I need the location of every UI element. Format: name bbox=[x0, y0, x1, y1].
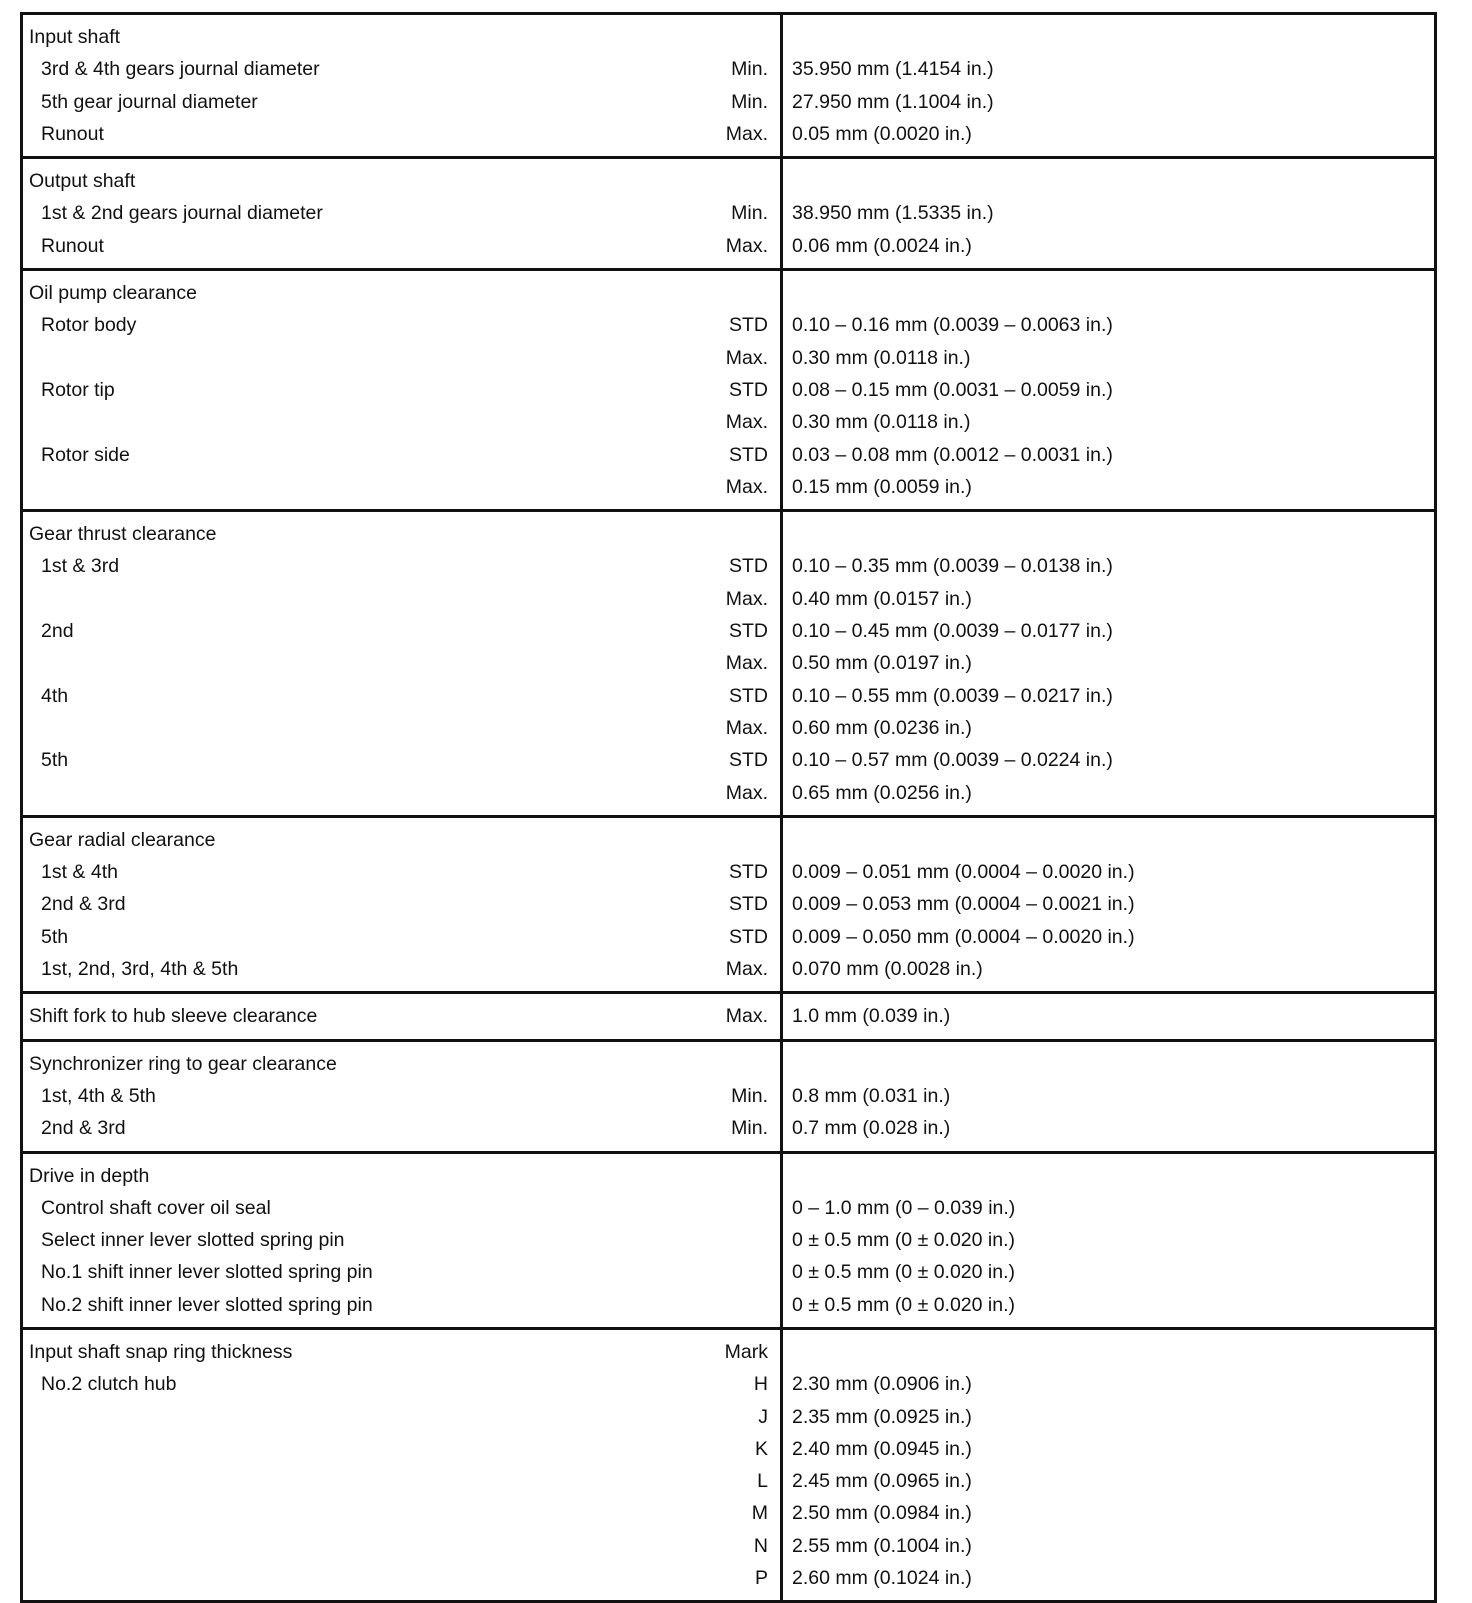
spec-value bbox=[782, 270, 1436, 310]
spec-condition: N bbox=[753, 1534, 768, 1557]
table-row bbox=[22, 471, 1436, 511]
spec-condition: Max. bbox=[725, 958, 768, 981]
spec-item-name: Control shaft cover oil seal bbox=[41, 1196, 271, 1219]
spec-item-name: 3rd & 4th gears journal diameter bbox=[41, 58, 320, 81]
spec-section bbox=[22, 511, 1436, 817]
spec-section bbox=[22, 270, 1436, 511]
spec-condition: STD bbox=[729, 749, 768, 772]
table-row bbox=[22, 583, 1436, 615]
spec-condition: Max. bbox=[725, 716, 768, 739]
table-row bbox=[22, 230, 1436, 270]
spec-item-name: Rotor tip bbox=[41, 378, 115, 401]
spec-item-name bbox=[22, 1562, 642, 1602]
spec-condition bbox=[642, 14, 782, 54]
spec-value bbox=[782, 158, 1436, 198]
spec-item-name bbox=[22, 342, 642, 374]
spec-condition bbox=[642, 270, 782, 310]
spec-condition bbox=[642, 158, 782, 198]
spec-item-name: 1st, 4th & 5th bbox=[41, 1084, 156, 1107]
table-row bbox=[22, 1112, 1436, 1152]
spec-section bbox=[22, 993, 1436, 1040]
spec-item-name: No.1 shift inner lever slotted spring pin bbox=[41, 1261, 373, 1284]
spec-value: 35.950 mm (1.4154 in.) bbox=[782, 53, 1436, 85]
spec-item-name bbox=[22, 647, 642, 679]
spec-value: 0.009 – 0.053 mm (0.0004 – 0.0021 in.) bbox=[782, 888, 1436, 920]
spec-item-name bbox=[22, 1497, 642, 1529]
table-row bbox=[22, 374, 1436, 406]
table-row bbox=[22, 744, 1436, 776]
spec-item-name: Select inner lever slotted spring pin bbox=[41, 1229, 345, 1252]
table-row bbox=[22, 712, 1436, 744]
spec-value: 0.60 mm (0.0236 in.) bbox=[782, 712, 1436, 744]
spec-condition bbox=[642, 1152, 782, 1192]
table-row bbox=[22, 439, 1436, 471]
spec-item-name: Output shaft bbox=[22, 158, 642, 198]
spec-item-name bbox=[22, 1401, 642, 1433]
spec-section bbox=[22, 1328, 1436, 1601]
spec-value: 27.950 mm (1.1004 in.) bbox=[782, 86, 1436, 118]
table-row bbox=[22, 1192, 1436, 1224]
spec-item-name bbox=[22, 471, 642, 511]
spec-section bbox=[22, 816, 1436, 992]
spec-condition: Min. bbox=[731, 1084, 768, 1107]
spec-item-name: 5th bbox=[41, 925, 69, 948]
spec-condition: Min. bbox=[731, 202, 768, 225]
table-row bbox=[22, 953, 1436, 993]
spec-value: 0.070 mm (0.0028 in.) bbox=[782, 953, 1436, 993]
spec-value bbox=[782, 14, 1436, 54]
table-row bbox=[22, 270, 1436, 310]
spec-value: 0.50 mm (0.0197 in.) bbox=[782, 647, 1436, 679]
spec-item-name: 1st & 3rd bbox=[41, 555, 120, 578]
table-row bbox=[22, 1256, 1436, 1288]
spec-item-name: Oil pump clearance bbox=[22, 270, 642, 310]
spec-item-name: 2nd & 3rd bbox=[41, 1117, 126, 1140]
spec-value: 0.30 mm (0.0118 in.) bbox=[782, 342, 1436, 374]
spec-value: 0.009 – 0.051 mm (0.0004 – 0.0020 in.) bbox=[782, 856, 1436, 888]
table-row bbox=[22, 1152, 1436, 1192]
spec-condition bbox=[642, 1224, 782, 1256]
spec-condition: K bbox=[754, 1437, 768, 1460]
spec-item-name: Gear thrust clearance bbox=[22, 511, 642, 551]
spec-value bbox=[782, 816, 1436, 856]
spec-condition: L bbox=[757, 1470, 768, 1493]
spec-value: 0.10 – 0.16 mm (0.0039 – 0.0063 in.) bbox=[782, 309, 1436, 341]
spec-value bbox=[782, 1328, 1436, 1368]
spec-condition: Max. bbox=[725, 122, 768, 145]
table-row bbox=[22, 680, 1436, 712]
spec-item-name: No.2 clutch hub bbox=[41, 1373, 177, 1396]
spec-condition: Max. bbox=[642, 993, 782, 1040]
table-row bbox=[22, 647, 1436, 679]
spec-condition bbox=[642, 1192, 782, 1224]
spec-item-name: 5th gear journal diameter bbox=[41, 90, 258, 113]
spec-section bbox=[22, 1152, 1436, 1328]
spec-value bbox=[782, 511, 1436, 551]
table-row bbox=[22, 993, 1436, 1040]
table-row bbox=[22, 53, 1436, 85]
spec-condition: STD bbox=[729, 314, 768, 337]
table-row bbox=[22, 1401, 1436, 1433]
spec-item-name bbox=[22, 1530, 642, 1562]
spec-condition: Max. bbox=[725, 234, 768, 257]
table-row bbox=[22, 1497, 1436, 1529]
spec-condition: Max. bbox=[725, 587, 768, 610]
spec-condition: Max. bbox=[725, 475, 768, 498]
spec-condition bbox=[642, 1289, 782, 1329]
spec-condition bbox=[642, 816, 782, 856]
spec-condition bbox=[642, 1040, 782, 1080]
table-row bbox=[22, 615, 1436, 647]
spec-item-name: 1st & 2nd gears journal diameter bbox=[41, 202, 323, 225]
table-row bbox=[22, 1224, 1436, 1256]
table-row bbox=[22, 86, 1436, 118]
spec-section bbox=[22, 1040, 1436, 1152]
spec-value: 0.08 – 0.15 mm (0.0031 – 0.0059 in.) bbox=[782, 374, 1436, 406]
spec-value bbox=[782, 1152, 1436, 1192]
spec-value: 0.15 mm (0.0059 in.) bbox=[782, 471, 1436, 511]
spec-item-name: Rotor side bbox=[41, 443, 130, 466]
spec-item-name: Shift fork to hub sleeve clearance bbox=[22, 993, 642, 1040]
spec-value: 0.65 mm (0.0256 in.) bbox=[782, 777, 1436, 817]
spec-condition: STD bbox=[729, 925, 768, 948]
spec-value: 38.950 mm (1.5335 in.) bbox=[782, 197, 1436, 229]
spec-item-name bbox=[22, 777, 642, 817]
table-row bbox=[22, 888, 1436, 920]
table-row bbox=[22, 406, 1436, 438]
spec-value: 2.30 mm (0.0906 in.) bbox=[782, 1368, 1436, 1400]
spec-item-name bbox=[22, 1465, 642, 1497]
table-row bbox=[22, 158, 1436, 198]
table-row bbox=[22, 1368, 1436, 1400]
spec-item-name: 1st & 4th bbox=[41, 861, 118, 884]
table-row bbox=[22, 309, 1436, 341]
spec-condition: STD bbox=[729, 555, 768, 578]
spec-condition: M bbox=[751, 1502, 768, 1525]
spec-value: 2.55 mm (0.1004 in.) bbox=[782, 1530, 1436, 1562]
spec-value: 0 ± 0.5 mm (0 ± 0.020 in.) bbox=[782, 1256, 1436, 1288]
spec-value: 0.009 – 0.050 mm (0.0004 – 0.0020 in.) bbox=[782, 921, 1436, 953]
table-row bbox=[22, 921, 1436, 953]
spec-value: 0.7 mm (0.028 in.) bbox=[782, 1112, 1436, 1152]
spec-condition: STD bbox=[729, 620, 768, 643]
spec-item-name: Input shaft snap ring thickness bbox=[22, 1328, 642, 1368]
table-row bbox=[22, 1328, 1436, 1368]
spec-condition: H bbox=[753, 1373, 768, 1396]
table-row bbox=[22, 197, 1436, 229]
table-row bbox=[22, 342, 1436, 374]
spec-item-name: 2nd & 3rd bbox=[41, 893, 126, 916]
table-row bbox=[22, 816, 1436, 856]
spec-item-name: Rotor body bbox=[41, 314, 137, 337]
spec-condition: Min. bbox=[731, 58, 768, 81]
spec-condition: Max. bbox=[725, 346, 768, 369]
spec-condition: STD bbox=[729, 893, 768, 916]
table-row bbox=[22, 118, 1436, 158]
spec-value: 0.10 – 0.55 mm (0.0039 – 0.0217 in.) bbox=[782, 680, 1436, 712]
table-row bbox=[22, 1465, 1436, 1497]
spec-value: 2.40 mm (0.0945 in.) bbox=[782, 1433, 1436, 1465]
spec-value: 1.0 mm (0.039 in.) bbox=[782, 993, 1436, 1040]
spec-condition: STD bbox=[729, 861, 768, 884]
spec-condition: Min. bbox=[731, 1117, 768, 1140]
spec-item-name: 4th bbox=[41, 684, 69, 707]
spec-value: 0 ± 0.5 mm (0 ± 0.020 in.) bbox=[782, 1224, 1436, 1256]
spec-condition: J bbox=[758, 1405, 768, 1428]
spec-value: 0.05 mm (0.0020 in.) bbox=[782, 118, 1436, 158]
spec-value: 2.50 mm (0.0984 in.) bbox=[782, 1497, 1436, 1529]
spec-item-name: Runout bbox=[41, 122, 104, 145]
table-row bbox=[22, 511, 1436, 551]
spec-item-name: Gear radial clearance bbox=[22, 816, 642, 856]
spec-item-name: Drive in depth bbox=[22, 1152, 642, 1192]
spec-table bbox=[20, 12, 1437, 1603]
spec-condition: STD bbox=[729, 443, 768, 466]
spec-item-name: Runout bbox=[41, 234, 104, 257]
spec-value: 0.10 – 0.45 mm (0.0039 – 0.0177 in.) bbox=[782, 615, 1436, 647]
table-row bbox=[22, 1040, 1436, 1080]
spec-value: 0.8 mm (0.031 in.) bbox=[782, 1080, 1436, 1112]
spec-condition: Max. bbox=[725, 411, 768, 434]
spec-value: 2.45 mm (0.0965 in.) bbox=[782, 1465, 1436, 1497]
spec-condition: Mark bbox=[642, 1328, 782, 1368]
spec-item-name bbox=[22, 712, 642, 744]
spec-condition: P bbox=[754, 1567, 768, 1590]
table-row bbox=[22, 550, 1436, 582]
spec-item-name bbox=[22, 1433, 642, 1465]
spec-item-name: No.2 shift inner lever slotted spring pin bbox=[41, 1293, 373, 1316]
spec-section bbox=[22, 14, 1436, 158]
table-row bbox=[22, 1530, 1436, 1562]
spec-item-name: Input shaft bbox=[29, 26, 121, 48]
spec-condition: Max. bbox=[725, 781, 768, 804]
table-row bbox=[22, 1562, 1436, 1602]
spec-value bbox=[782, 1040, 1436, 1080]
spec-item-name bbox=[22, 406, 642, 438]
table-row bbox=[22, 14, 1436, 54]
spec-condition bbox=[642, 511, 782, 551]
spec-value: 0 – 1.0 mm (0 – 0.039 in.) bbox=[782, 1192, 1436, 1224]
spec-section bbox=[22, 158, 1436, 270]
spec-item-name: 2nd bbox=[41, 620, 74, 643]
spec-value: 0.40 mm (0.0157 in.) bbox=[782, 583, 1436, 615]
table-row bbox=[22, 1433, 1436, 1465]
spec-value: 0.30 mm (0.0118 in.) bbox=[782, 406, 1436, 438]
spec-value: 2.35 mm (0.0925 in.) bbox=[782, 1401, 1436, 1433]
spec-value: 0.03 – 0.08 mm (0.0012 – 0.0031 in.) bbox=[782, 439, 1436, 471]
spec-item-name: 5th bbox=[41, 749, 69, 772]
spec-value: 0 ± 0.5 mm (0 ± 0.020 in.) bbox=[782, 1289, 1436, 1329]
spec-value: 0.06 mm (0.0024 in.) bbox=[782, 230, 1436, 270]
spec-item-name bbox=[22, 583, 642, 615]
table-row bbox=[22, 1080, 1436, 1112]
spec-condition: STD bbox=[729, 378, 768, 401]
spec-value: 0.10 – 0.57 mm (0.0039 – 0.0224 in.) bbox=[782, 744, 1436, 776]
table-row bbox=[22, 777, 1436, 817]
spec-condition: STD bbox=[729, 684, 768, 707]
table-row bbox=[22, 1289, 1436, 1329]
spec-item-name: 1st, 2nd, 3rd, 4th & 5th bbox=[41, 958, 239, 981]
spec-condition bbox=[642, 1256, 782, 1288]
spec-value: 2.60 mm (0.1024 in.) bbox=[782, 1562, 1436, 1602]
spec-item-name: Synchronizer ring to gear clearance bbox=[22, 1040, 642, 1080]
table-row bbox=[22, 856, 1436, 888]
spec-condition: Min. bbox=[731, 90, 768, 113]
spec-value: 0.10 – 0.35 mm (0.0039 – 0.0138 in.) bbox=[782, 550, 1436, 582]
spec-condition: Max. bbox=[725, 652, 768, 675]
